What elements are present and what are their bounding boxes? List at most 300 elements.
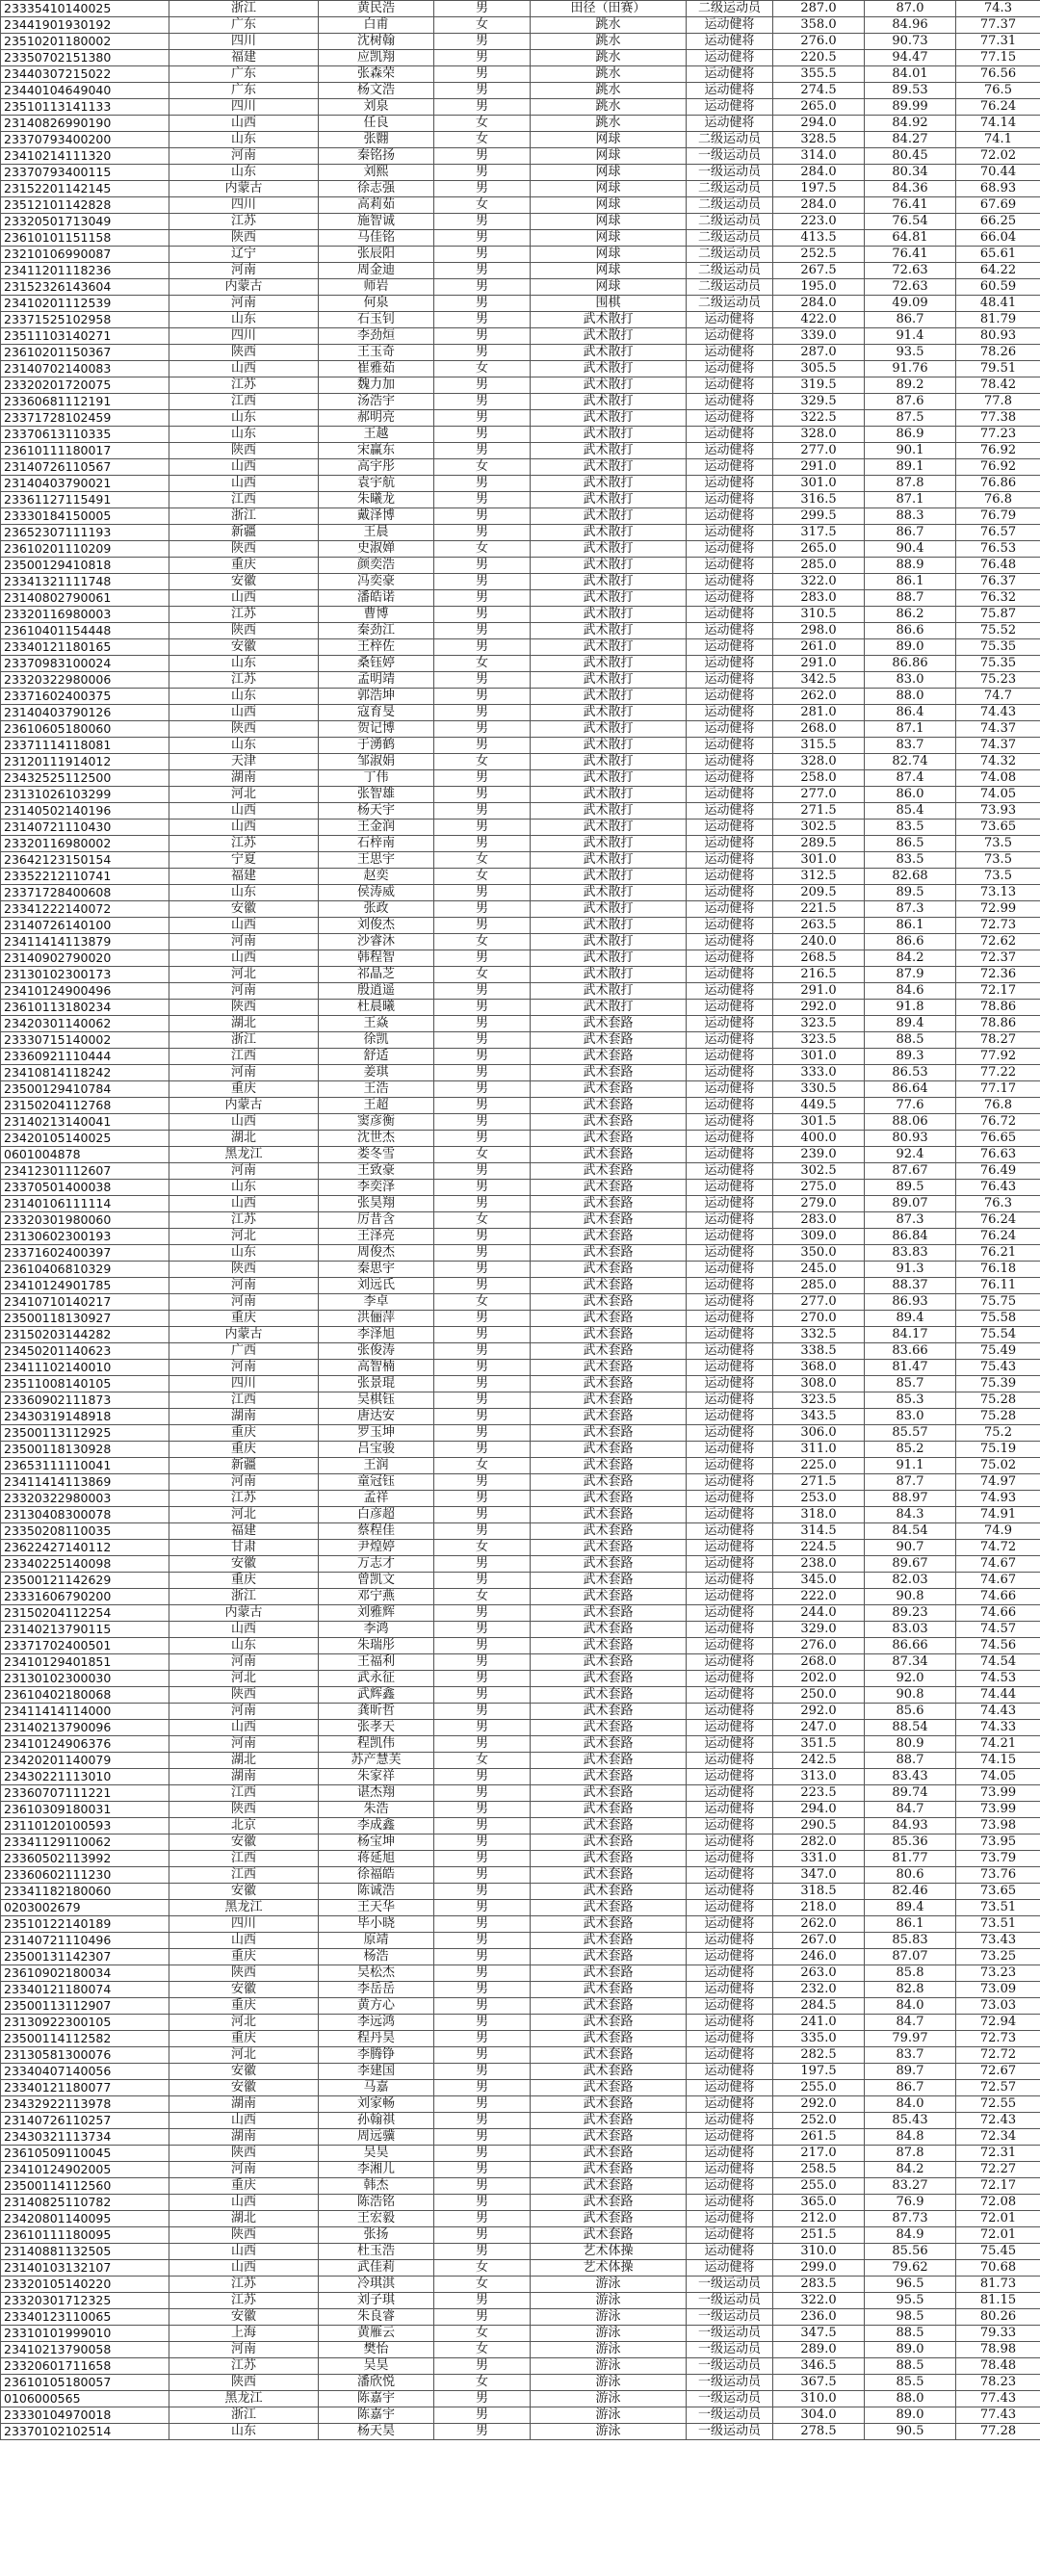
exam-id-cell: 23610605180060 [1,721,169,738]
culture-score-cell: 276.0 [773,34,865,50]
sport-cell: 武术散打 [531,918,687,934]
culture-score-cell: 247.0 [773,1720,865,1736]
level-cell: 一级运动员 [687,2293,773,2309]
culture-score-cell: 332.5 [773,1327,865,1343]
table-row [1,2244,1040,2260]
sport-score-cell: 92.0 [865,1671,956,1687]
name-cell: 魏力加 [319,377,434,394]
level-cell: 运动健将 [687,83,773,99]
culture-score-cell: 294.0 [773,116,865,132]
level-cell: 运动健将 [687,361,773,377]
name-cell: 袁宇航 [319,476,434,492]
province-cell: 湖北 [169,1016,319,1032]
table-row [1,1523,1040,1540]
name-cell: 黄雁云 [319,2326,434,2342]
sport-cell: 武术套路 [531,1474,687,1491]
table-row [1,148,1040,165]
culture-score-cell: 298.0 [773,623,865,639]
exam-id-cell: 23512101142828 [1,197,169,214]
level-cell: 运动健将 [687,1867,773,1884]
table-row [1,672,1040,689]
level-cell: 运动健将 [687,312,773,328]
exam-id-cell: 23110120100593 [1,1818,169,1834]
culture-score-cell: 282.5 [773,2047,865,2064]
province-cell: 陕西 [169,1687,319,1704]
level-cell: 运动健将 [687,1589,773,1605]
culture-score-cell: 328.0 [773,754,865,770]
sport-cell: 武术套路 [531,1180,687,1196]
table-row [1,2358,1040,2375]
level-cell: 运动健将 [687,1802,773,1818]
table-row [1,1081,1040,1098]
province-cell: 山东 [169,165,319,181]
gender-cell: 女 [434,116,531,132]
sport-score-cell: 94.47 [865,50,956,66]
culture-score-cell: 305.5 [773,361,865,377]
sport-score-cell: 80.34 [865,165,956,181]
culture-score-cell: 223.5 [773,1785,865,1802]
name-cell: 周俊杰 [319,1245,434,1262]
total-score-cell: 72.43 [956,2113,1040,2129]
name-cell: 杜晨曦 [319,1000,434,1016]
total-score-cell: 72.01 [956,2227,1040,2244]
name-cell: 高宇彤 [319,459,434,476]
name-cell: 武佳莉 [319,2260,434,2277]
total-score-cell: 74.67 [956,1556,1040,1573]
table-row [1,2309,1040,2326]
sport-cell: 武术套路 [531,1949,687,1965]
total-score-cell: 74.21 [956,1736,1040,1753]
exam-id-cell: 23610201150367 [1,345,169,361]
sport-score-cell: 89.3 [865,1049,956,1065]
exam-id-cell: 23130102300173 [1,967,169,983]
culture-score-cell: 301.5 [773,1114,865,1131]
name-cell: 任良 [319,116,434,132]
name-cell: 汤浩宇 [319,394,434,410]
level-cell: 运动健将 [687,1262,773,1278]
exam-id-cell: 23320301980060 [1,1212,169,1229]
culture-score-cell: 279.0 [773,1196,865,1212]
table-row [1,2015,1040,2031]
exam-id-cell: 23432525112500 [1,770,169,787]
sport-cell: 网球 [531,132,687,148]
sport-cell: 武术散打 [531,377,687,394]
culture-score-cell: 262.0 [773,689,865,705]
culture-score-cell: 301.0 [773,476,865,492]
exam-id-cell: 23500121142629 [1,1573,169,1589]
sport-cell: 武术套路 [531,1605,687,1622]
table-row [1,361,1040,377]
sport-cell: 武术散打 [531,754,687,770]
gender-cell: 男 [434,2031,531,2047]
sport-score-cell: 86.6 [865,934,956,950]
level-cell: 一级运动员 [687,2424,773,2440]
culture-score-cell: 317.5 [773,525,865,541]
total-score-cell: 76.3 [956,1196,1040,1212]
sport-cell: 武术套路 [531,1540,687,1556]
table-row [1,1474,1040,1491]
culture-score-cell: 367.5 [773,2375,865,2391]
level-cell: 运动健将 [687,738,773,754]
table-row [1,83,1040,99]
total-score-cell: 76.86 [956,476,1040,492]
total-score-cell: 77.17 [956,1081,1040,1098]
level-cell: 运动健将 [687,1212,773,1229]
culture-score-cell: 292.0 [773,2096,865,2113]
sport-score-cell: 96.5 [865,2277,956,2293]
exam-id-cell: 23610509110045 [1,2146,169,2162]
table-row [1,1834,1040,1851]
sport-score-cell: 85.8 [865,1965,956,1982]
sport-cell: 跳水 [531,34,687,50]
gender-cell: 男 [434,312,531,328]
table-row [1,459,1040,476]
total-score-cell: 74.05 [956,787,1040,803]
sport-score-cell: 87.7 [865,1474,956,1491]
culture-score-cell: 223.0 [773,214,865,230]
province-cell: 河南 [169,1065,319,1081]
exam-id-cell: 23130102300030 [1,1671,169,1687]
table-row [1,1540,1040,1556]
province-cell: 辽宁 [169,247,319,263]
province-cell: 陕西 [169,1000,319,1016]
level-cell: 运动健将 [687,492,773,508]
level-cell: 运动健将 [687,508,773,525]
culture-score-cell: 292.0 [773,1000,865,1016]
province-cell: 山西 [169,1720,319,1736]
level-cell: 运动健将 [687,1736,773,1753]
province-cell: 浙江 [169,508,319,525]
province-cell: 江苏 [169,607,319,623]
sport-score-cell: 85.3 [865,1392,956,1409]
sport-cell: 武术套路 [531,1294,687,1311]
level-cell: 运动健将 [687,803,773,820]
province-cell: 山西 [169,1622,319,1638]
province-cell: 江苏 [169,1491,319,1507]
sport-score-cell: 86.5 [865,836,956,852]
total-score-cell: 72.27 [956,2162,1040,2178]
gender-cell: 女 [434,1294,531,1311]
gender-cell: 男 [434,66,531,83]
province-cell: 重庆 [169,1311,319,1327]
gender-cell: 男 [434,394,531,410]
level-cell: 运动健将 [687,541,773,558]
sport-score-cell: 89.2 [865,377,956,394]
name-cell: 武永征 [319,1671,434,1687]
level-cell: 运动健将 [687,820,773,836]
sport-score-cell: 80.93 [865,1131,956,1147]
name-cell: 王泽亮 [319,1229,434,1245]
gender-cell: 男 [434,83,531,99]
province-cell: 山西 [169,590,319,607]
table-row [1,1998,1040,2015]
level-cell: 运动健将 [687,17,773,34]
table-row [1,247,1040,263]
level-cell: 一级运动员 [687,2375,773,2391]
level-cell: 运动健将 [687,34,773,50]
exam-id-cell: 23371702400501 [1,1638,169,1654]
province-cell: 河南 [169,1474,319,1491]
total-score-cell: 72.73 [956,2031,1040,2047]
sport-cell: 游泳 [531,2375,687,2391]
culture-score-cell: 368.0 [773,1360,865,1376]
name-cell: 刘熙 [319,165,434,181]
province-cell: 山东 [169,427,319,443]
level-cell: 运动健将 [687,2080,773,2096]
exam-id-cell: 23371602400375 [1,689,169,705]
gender-cell: 男 [434,1392,531,1409]
sport-cell: 网球 [531,148,687,165]
level-cell: 运动健将 [687,836,773,852]
name-cell: 马佳铭 [319,230,434,247]
sport-cell: 武术套路 [531,1965,687,1982]
table-row [1,2277,1040,2293]
culture-score-cell: 306.0 [773,1425,865,1442]
sport-score-cell: 87.9 [865,967,956,983]
table-row [1,1687,1040,1704]
total-score-cell: 73.25 [956,1949,1040,1965]
sport-score-cell: 85.2 [865,1442,956,1458]
table-row [1,1507,1040,1523]
gender-cell: 男 [434,99,531,116]
province-cell: 湖北 [169,2211,319,2227]
sport-cell: 游泳 [531,2277,687,2293]
sport-score-cell: 87.1 [865,721,956,738]
province-cell: 浙江 [169,1032,319,1049]
gender-cell: 女 [434,934,531,950]
exam-id-cell: 23500113112907 [1,1998,169,2015]
province-cell: 山西 [169,1114,319,1131]
province-cell: 天津 [169,754,319,770]
name-cell: 张孝天 [319,1720,434,1736]
exam-id-cell: 23131026103299 [1,787,169,803]
table-row [1,1442,1040,1458]
sport-cell: 艺术体操 [531,2260,687,2277]
table-row [1,1605,1040,1622]
gender-cell: 女 [434,869,531,885]
province-cell: 陕西 [169,443,319,459]
exam-id-cell: 23370501400038 [1,1180,169,1196]
gender-cell: 男 [434,2211,531,2227]
sport-cell: 武术套路 [531,1065,687,1081]
table-row [1,1589,1040,1605]
culture-score-cell: 310.0 [773,2244,865,2260]
table-row [1,558,1040,574]
sport-score-cell: 83.7 [865,738,956,754]
sport-cell: 网球 [531,247,687,263]
level-cell: 运动健将 [687,2260,773,2277]
sport-score-cell: 87.73 [865,2211,956,2227]
table-row [1,508,1040,525]
total-score-cell: 68.93 [956,181,1040,197]
gender-cell: 男 [434,1884,531,1900]
total-score-cell: 77.31 [956,34,1040,50]
total-score-cell: 76.18 [956,1262,1040,1278]
level-cell: 一级运动员 [687,2326,773,2342]
culture-score-cell: 202.0 [773,1671,865,1687]
gender-cell: 男 [434,1016,531,1032]
province-cell: 河南 [169,148,319,165]
table-row [1,1818,1040,1834]
table-row [1,2031,1040,2047]
sport-cell: 武术套路 [531,1982,687,1998]
province-cell: 山东 [169,2424,319,2440]
level-cell: 运动健将 [687,574,773,590]
name-cell: 祁晶芝 [319,967,434,983]
sport-cell: 武术套路 [531,2047,687,2064]
name-cell: 唐达安 [319,1409,434,1425]
sport-score-cell: 86.6 [865,623,956,639]
sport-cell: 游泳 [531,2309,687,2326]
exam-id-cell: 23320105140220 [1,2277,169,2293]
province-cell: 江苏 [169,836,319,852]
gender-cell: 男 [434,1769,531,1785]
level-cell: 运动健将 [687,770,773,787]
sport-cell: 武术散打 [531,574,687,590]
culture-score-cell: 244.0 [773,1605,865,1622]
total-score-cell: 74.15 [956,1753,1040,1769]
sport-score-cell: 87.07 [865,1949,956,1965]
table-row [1,2113,1040,2129]
sport-score-cell: 84.01 [865,66,956,83]
name-cell: 万志才 [319,1556,434,1573]
name-cell: 高智楠 [319,1360,434,1376]
sport-score-cell: 89.23 [865,1605,956,1622]
sport-cell: 武术套路 [531,1867,687,1884]
exam-id-cell: 23410124906376 [1,1736,169,1753]
exam-id-cell: 23370983100024 [1,656,169,672]
total-score-cell: 76.24 [956,1212,1040,1229]
culture-score-cell: 347.0 [773,1867,865,1884]
province-cell: 河南 [169,2162,319,2178]
name-cell: 王玉奇 [319,345,434,361]
level-cell: 运动健将 [687,885,773,901]
sport-cell: 武术套路 [531,1704,687,1720]
exam-id-cell: 23370793400200 [1,132,169,148]
exam-id-cell: 23140881132505 [1,2244,169,2260]
province-cell: 安徽 [169,2309,319,2326]
name-cell: 李泽旭 [319,1327,434,1343]
sport-cell: 武术散打 [531,689,687,705]
gender-cell: 男 [434,1311,531,1327]
level-cell: 运动健将 [687,1131,773,1147]
sport-cell: 武术套路 [531,1376,687,1392]
total-score-cell: 72.02 [956,148,1040,165]
name-cell: 武辉鑫 [319,1687,434,1704]
exam-id-cell: 23610201110209 [1,541,169,558]
province-cell: 河南 [169,1163,319,1180]
province-cell: 河南 [169,1278,319,1294]
culture-score-cell: 225.0 [773,1458,865,1474]
exam-id-cell: 23440307215022 [1,66,169,83]
culture-score-cell: 287.0 [773,1,865,17]
province-cell: 山西 [169,476,319,492]
name-cell: 刘泉 [319,99,434,116]
level-cell: 一级运动员 [687,2391,773,2407]
name-cell: 李奕泽 [319,1180,434,1196]
culture-score-cell: 338.5 [773,1343,865,1360]
province-cell: 湖南 [169,2129,319,2146]
sport-cell: 武术套路 [531,1736,687,1753]
level-cell: 运动健将 [687,377,773,394]
exam-id-cell: 23410124902005 [1,2162,169,2178]
name-cell: 邓宁燕 [319,1589,434,1605]
gender-cell: 女 [434,1753,531,1769]
table-row [1,934,1040,950]
culture-score-cell: 220.5 [773,50,865,66]
exam-id-cell: 23140902790020 [1,950,169,967]
sport-cell: 武术套路 [531,1916,687,1933]
name-cell: 舒适 [319,1049,434,1065]
sport-score-cell: 86.1 [865,1916,956,1933]
table-row [1,116,1040,132]
culture-score-cell: 224.5 [773,1540,865,1556]
sport-cell: 武术套路 [531,1671,687,1687]
gender-cell: 女 [434,132,531,148]
sport-cell: 武术套路 [531,1769,687,1785]
level-cell: 一级运动员 [687,2309,773,2326]
name-cell: 王越 [319,427,434,443]
culture-score-cell: 258.5 [773,2162,865,2178]
sport-score-cell: 83.7 [865,2047,956,2064]
table-row [1,1360,1040,1376]
province-cell: 江苏 [169,214,319,230]
total-score-cell: 70.68 [956,2260,1040,2277]
total-score-cell: 73.5 [956,869,1040,885]
gender-cell: 男 [434,2146,531,2162]
table-row [1,312,1040,328]
name-cell: 李腾铮 [319,2047,434,2064]
exam-id-cell: 23371728102459 [1,410,169,427]
culture-score-cell: 319.5 [773,377,865,394]
province-cell: 湖南 [169,1409,319,1425]
total-score-cell: 73.93 [956,803,1040,820]
name-cell: 张扬 [319,2227,434,2244]
province-cell: 山西 [169,820,319,836]
gender-cell: 男 [434,607,531,623]
exam-id-cell: 23430319148918 [1,1409,169,1425]
sport-score-cell: 83.03 [865,1622,956,1638]
culture-score-cell: 209.5 [773,885,865,901]
sport-cell: 武术散打 [531,459,687,476]
name-cell: 李鸿 [319,1622,434,1638]
total-score-cell: 79.33 [956,2326,1040,2342]
gender-cell: 男 [434,2080,531,2096]
level-cell: 运动健将 [687,1949,773,1965]
sport-score-cell: 86.9 [865,427,956,443]
culture-score-cell: 263.0 [773,1965,865,1982]
sport-score-cell: 84.96 [865,17,956,34]
culture-score-cell: 261.0 [773,639,865,656]
sport-cell: 武术散打 [531,885,687,901]
sport-cell: 武术散打 [531,623,687,639]
name-cell: 师岩 [319,279,434,296]
exam-id-cell: 23140403790126 [1,705,169,721]
level-cell: 运动健将 [687,345,773,361]
sport-score-cell: 91.76 [865,361,956,377]
sport-cell: 武术散打 [531,541,687,558]
table-row [1,1785,1040,1802]
culture-score-cell: 314.0 [773,148,865,165]
level-cell: 二级运动员 [687,279,773,296]
level-cell: 运动健将 [687,1409,773,1425]
sport-score-cell: 84.93 [865,1818,956,1834]
level-cell: 运动健将 [687,476,773,492]
exam-id-cell: 23335410140025 [1,1,169,17]
sport-score-cell: 89.0 [865,2342,956,2358]
name-cell: 杜玉浩 [319,2244,434,2260]
sport-score-cell: 77.6 [865,1098,956,1114]
